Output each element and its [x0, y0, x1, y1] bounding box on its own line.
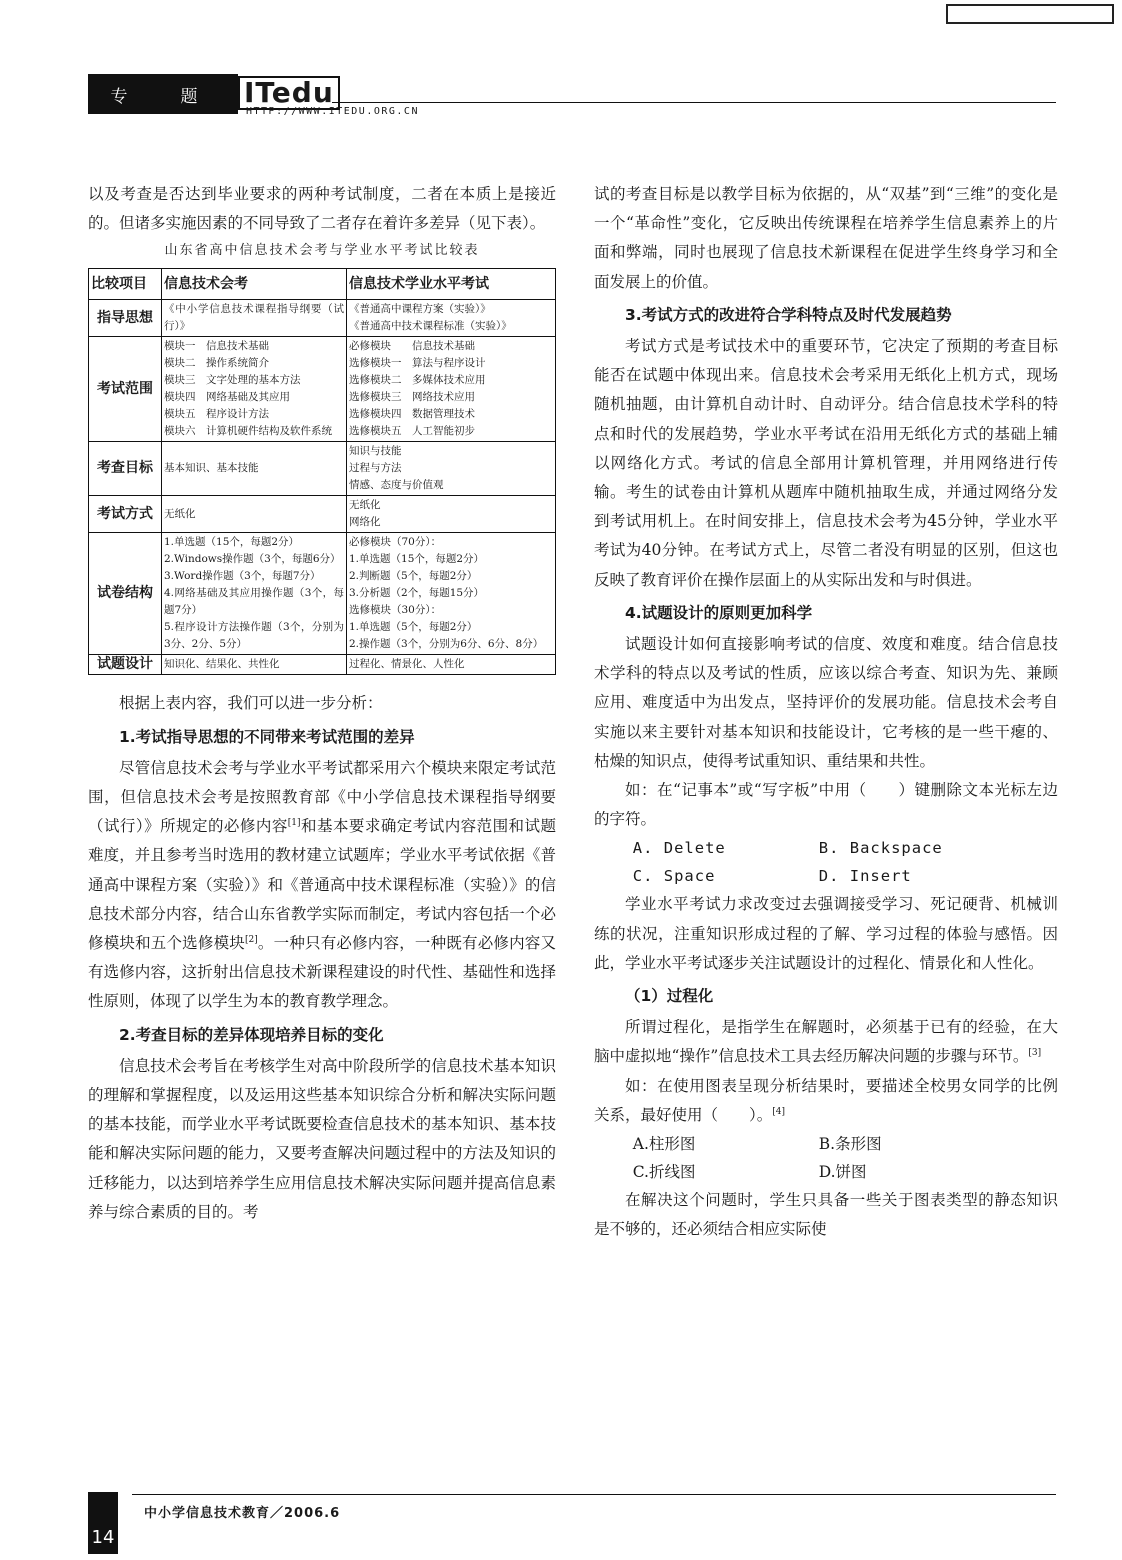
cell-line: 《普通高中技术课程标准（实验）》	[349, 320, 512, 333]
corner-box	[946, 4, 1114, 24]
page-header	[88, 74, 1056, 118]
cell-line: 3.分析题（2个，每题15分）	[349, 587, 485, 600]
cell-xueye	[347, 655, 556, 675]
cell-line: 选修模块二 多媒体技术应用	[349, 374, 486, 387]
right-column	[594, 180, 1058, 1245]
option: B. Backspace	[818, 839, 943, 858]
cell-line: 基本知识、基本技能	[164, 462, 259, 475]
cell-line: 1.单选题（15个，每题2分）	[349, 553, 485, 566]
cell-xueye	[347, 337, 556, 442]
cell-line: 知识化、结果化、共性化	[164, 658, 280, 671]
citation: [1]	[287, 818, 301, 829]
cell-line: 2.操作题（3个，分别为6分、6分、8分）	[349, 638, 544, 651]
page-number: 14	[88, 1492, 118, 1554]
section-label: 专 题	[88, 74, 238, 114]
question-options	[594, 1130, 1058, 1186]
paragraph: 在解决这个问题时，学生只具备一些关于图表类型的静态知识是不够的，还必须结合相应实际使	[594, 1191, 1058, 1239]
journal-title: 中小学信息技术教育／2006.6	[144, 1506, 341, 1521]
cell-line: 必修模块（70分）：	[349, 536, 442, 549]
cell-line: 3.Word操作题（3个，每题7分）	[164, 570, 321, 583]
comparison-table	[88, 268, 556, 675]
section-heading: 1.考试指导思想的不同带来考试范围的差异	[119, 727, 415, 746]
paragraph	[594, 1013, 1058, 1071]
citation: [3]	[1028, 1048, 1042, 1059]
cell-line: 模块六 计算机硬件结构及软件系统	[164, 425, 332, 438]
paragraph: 以及考查是否达到毕业要求的两种考试制度，二者在本质上是接近的。但诸多实施因素的不同导致了二者存在着许多差异（见下表）。	[88, 185, 556, 233]
header-rule	[332, 102, 1056, 103]
cell-huikao	[162, 300, 347, 337]
cell-line: 过程化、情景化、人性化	[349, 658, 465, 671]
option: C. Space	[632, 867, 716, 886]
section-heading: 2.考查目标的差异体现培养目标的变化	[119, 1025, 384, 1044]
cell-line: 选修模块五 人工智能初步	[349, 425, 475, 438]
cell-line: 4.网络基础及其应用操作题（3个，每题7分）	[164, 587, 344, 617]
row-label: 考试方式	[89, 496, 162, 533]
paragraph: 信息技术会考旨在考核学生对高中阶段所学的信息技术基本知识的理解和掌握程度，以及运用这些基本知识综合分析和解决实际问题的基本技能，而学业水平考试既要检查信息技术的基本知识、基本技能和解决实际问题的能力，又要考查解决问题过程中的方法及知识的迁移能力，以达到培养学生应用信息技术解决实际问题并提高信息素养与综合素质的目的。考	[88, 1056, 556, 1221]
question	[594, 1072, 1058, 1130]
table-row	[89, 300, 556, 337]
cell-xueye	[347, 496, 556, 533]
table-header: 信息技术会考	[162, 269, 347, 300]
paragraph: 根据上表内容，我们可以进一步分析：	[119, 694, 383, 713]
cell-line: 5.程序设计方法操作题（3个，分别为3分、2分、5分）	[164, 621, 344, 651]
option: B.条形图	[818, 1135, 882, 1154]
option: D.饼图	[818, 1163, 867, 1182]
citation: [4]	[772, 1106, 786, 1117]
cell-line: 网络化	[349, 516, 381, 529]
cell-line: 无纸化	[164, 507, 196, 520]
citation: [2]	[244, 934, 258, 945]
footer-rule	[132, 1494, 1056, 1495]
table-header-row	[89, 269, 556, 300]
cell-line: 模块一 信息技术基础	[164, 340, 269, 353]
journal-logo: ITedu	[238, 76, 340, 110]
paragraph: 学业水平考试力求改变过去强调接受学习、死记硬背、机械训练的状况，注重知识形成过程的了解、学习过程的体验与感悟。因此，学业水平考试逐步关注试题设计的过程化、情景化和人性化。	[594, 895, 1058, 972]
option: A. Delete	[632, 839, 726, 858]
cell-line: 模块五 程序设计方法	[164, 408, 269, 421]
cell-line: 《中小学信息技术课程指导纲要（试行）》	[164, 303, 344, 333]
question-options	[594, 834, 1058, 890]
section-heading: 3.考试方式的改进符合学科特点及时代发展趋势	[625, 305, 952, 324]
option: A.柱形图	[632, 1135, 696, 1154]
cell-line: 2.Windows操作题（3个，每题6分）	[164, 553, 341, 566]
text-run: 。一种只有必修内容，一种既有必修内容又有选修内容，这折射出信息技术新课程建设的时代性、基础性和选择性原则，体现了以学生为本的教育教学理念。	[88, 934, 556, 1011]
cell-huikao	[162, 496, 347, 533]
text-run: 所谓过程化，是指学生在解题时，必须基于已有的经验，在大脑中虚拟地“操作”信息技术工具去经历解决问题的步骤与环节。	[594, 1018, 1058, 1066]
left-column	[88, 180, 556, 1227]
paragraph	[88, 754, 556, 1017]
cell-line: 选修模块（30分）：	[349, 604, 442, 617]
cell-line: 选修模块三 网络技术应用	[349, 391, 475, 404]
question: 如：在“记事本”或“写字板”中用（ ）键删除文本光标左边的字符。	[594, 781, 1058, 829]
cell-line: 过程与方法	[349, 462, 402, 475]
cell-xueye	[347, 533, 556, 655]
cell-huikao	[162, 655, 347, 675]
cell-line: 2.判断题（5个，每题2分）	[349, 570, 478, 583]
table-header: 信息技术学业水平考试	[347, 269, 556, 300]
table-row	[89, 533, 556, 655]
cell-xueye	[347, 300, 556, 337]
paragraph: 试的考查目标是以教学目标为依据的，从“双基”到“三维”的变化是一个“革命性”变化，它反映出传统课程在培养学生信息素养上的片面和弊端，同时也展现了信息技术新课程在促进学生终身学习和全面发展上的价值。	[594, 185, 1058, 291]
option: C.折线图	[632, 1163, 696, 1182]
cell-huikao	[162, 533, 347, 655]
row-label: 考试范围	[89, 337, 162, 442]
text-run: 和基本要求确定考试内容范围和试题难度，并且参考当时选用的教材建立试题库；学业水平考试依据《普通高中课程方案（实验）》和《普通高中技术课程标准（实验）》的信息技术部分内容，结合山东省教学实际而制定，考试内容包括一个必修模块和五个选修模块	[88, 817, 556, 953]
section-heading: （1）过程化	[625, 987, 714, 1006]
row-label: 试卷结构	[89, 533, 162, 655]
cell-line: 选修模块一 算法与程序设计	[349, 357, 486, 370]
table-row	[89, 442, 556, 496]
cell-line: 选修模块四 数据管理技术	[349, 408, 475, 421]
cell-xueye	[347, 442, 556, 496]
cell-line: 模块二 操作系统简介	[164, 357, 269, 370]
cell-line: 知识与技能	[349, 445, 402, 458]
section-heading: 4.试题设计的原则更加科学	[625, 603, 813, 622]
paragraph: 考试方式是考试技术中的重要环节，它决定了预期的考查目标能否在试题中体现出来。信息技术会考采用无纸化上机方式，现场随机抽题，由计算机自动计时、自动评分。结合信息技术学科的特点和时代的发展趋势，学业水平考试在沿用无纸化方式的基础上辅以网络化方式。考试的信息全部用计算机管理，并用网络进行传输。考生的试卷由计算机从题库中随机抽取生成，并通过网络分发到考试用机上。在时间安排上，信息技术会考为45分钟，学业水平考试为40分钟。在考试方式上，尽管二者没有明显的区别，但这也反映了教育评价在操作层面上的从实际出发和与时俱进。	[594, 337, 1058, 589]
option: D. Insert	[818, 867, 912, 886]
cell-line: 模块四 网络基础及其应用	[164, 391, 290, 404]
row-label: 试题设计	[89, 655, 162, 675]
cell-line: 1.单选题（5个，每题2分）	[349, 621, 478, 634]
cell-line: 必修模块 信息技术基础	[349, 340, 475, 353]
cell-line: 《普通高中课程方案（实验）》	[349, 303, 491, 316]
row-label: 指导思想	[89, 300, 162, 337]
cell-huikao	[162, 442, 347, 496]
table-body	[89, 300, 556, 675]
cell-line: 1.单选题（15个，每题2分）	[164, 536, 300, 549]
text-run: 如：在使用图表呈现分析结果时，要描述全校男女同学的比例关系，最好使用（ ）。	[594, 1076, 1058, 1124]
cell-line: 无纸化	[349, 499, 381, 512]
cell-line: 情感、态度与价值观	[349, 479, 444, 492]
header-url: HTTP://WWW.ITEDU.ORG.CN	[246, 106, 419, 117]
table-row	[89, 655, 556, 675]
table-row	[89, 496, 556, 533]
cell-line: 模块三 文字处理的基本方法	[164, 374, 301, 387]
paragraph: 试题设计如何直接影响考试的信度、效度和难度。结合信息技术学科的特点以及考试的性质，应该以综合考查、知识为先、兼顾应用、难度适中为出发点，坚持评价的发展功能。信息技术会考自实施以来主要针对基本知识和技能设计，它考核的是一些干瘪的、枯燥的知识点，使得考试重知识、重结果和共性。	[594, 635, 1058, 770]
table-row	[89, 337, 556, 442]
row-label: 考查目标	[89, 442, 162, 496]
cell-huikao	[162, 337, 347, 442]
text-run: 尽管信息技术会考与学业水平考试都采用六个模块来限定考试范围，但信息技术会考是按照教育部《中小学信息技术课程指导纲要（试行）》所规定的必修内容	[88, 758, 556, 836]
table-header: 比较项目	[89, 269, 162, 300]
table-caption: 山东省高中信息技术会考与学业水平考试比较表	[164, 243, 480, 259]
